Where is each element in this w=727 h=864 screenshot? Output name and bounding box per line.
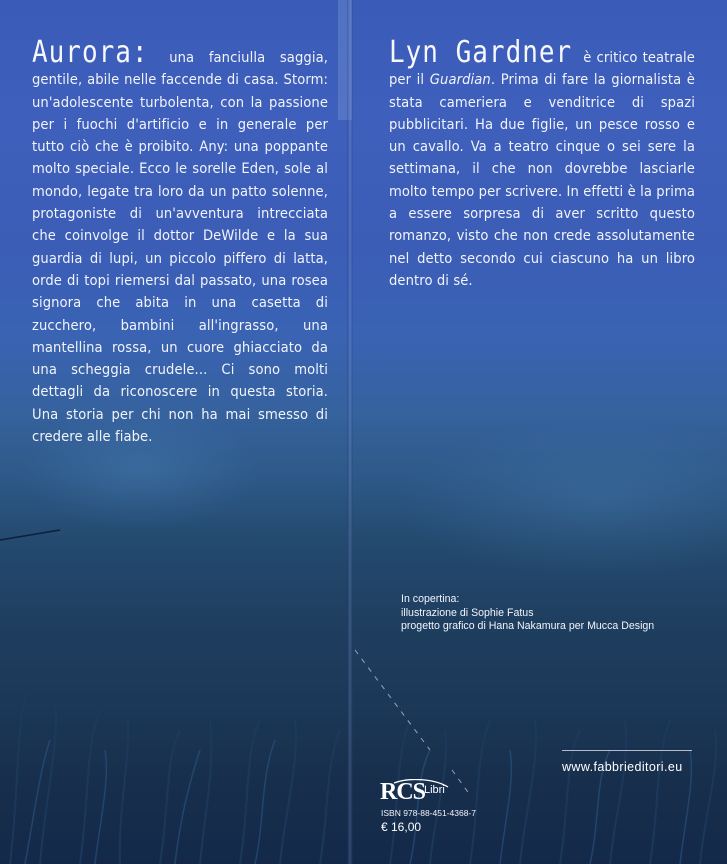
credits-heading: In copertina: [401,593,460,605]
rcs-libri-logo [380,779,452,809]
website-divider [562,750,692,751]
isbn-number: ISBN 978-88-451-4368-7 [381,808,476,818]
author-name: Lyn Gardner [389,35,573,71]
background-grass-illustration [0,420,727,864]
flap-fold-line [347,0,353,864]
credits-design: progetto grafico di Hana Nakamura per Mucca Design [401,620,655,632]
author-bio-part1: è critico teatrale per il [389,49,695,89]
credits-illustration: illustrazione di Sophie Fatus [401,606,534,619]
publisher-website: www.fabbrieditori.eu [562,760,683,774]
synopsis-body: una fanciulla saggia, gentile, abile nelle faccende di casa. Storm: un'adolescente turbolenta, con la passione per i fuochi d'artificio e in generale per tutto ciò che è proibito. Any: una poppante molto speciale. Ecco le sorelle Eden, sole al mondo, legate tra loro da un patto solenne, protagoniste di un'avventura intrecciata che coinvolge il dottor DeWilde e la sua guardia di lupi, un piccolo piffero di latta, orde di topi riemersi dal passato, una rosea signora che abita in una casetta di zucchero, bambini all'ingrasso, una mantellina rossa, un cuore ghiacciato da una scheggia crudele... Ci sono molti dettagli da riconoscere in questa storia. Una storia per chi non ha mai smesso di credere alle fiabe. [32,49,328,446]
author-bio-part2: . Prima di fare la giornalista è stata cameriera e venditrice di spazi pubblicitari. Ha due figlie, un pesce rosso e un cavallo. Va a teatro cinque o sei sere la settimana, il che non dovrebbe lasciarle molto tempo per scrivere. In effetti è la prima a essere sorpresa di aver scritto questo romanzo, visto che non crede assolutamente nel detto secondo cui ciascuno ha un libro dentro di sé. [389,71,695,289]
left-flap-synopsis [32,35,328,448]
book-price: € 16,00 [381,820,422,834]
rcs-logo-sub: Libri [424,784,445,796]
cover-credits [401,593,654,634]
rcs-logo-letters: RCS [380,779,426,805]
synopsis-title: Aurora: [32,35,149,71]
newspaper-name: Guardian [429,71,491,89]
right-flap-author-bio [389,35,695,292]
